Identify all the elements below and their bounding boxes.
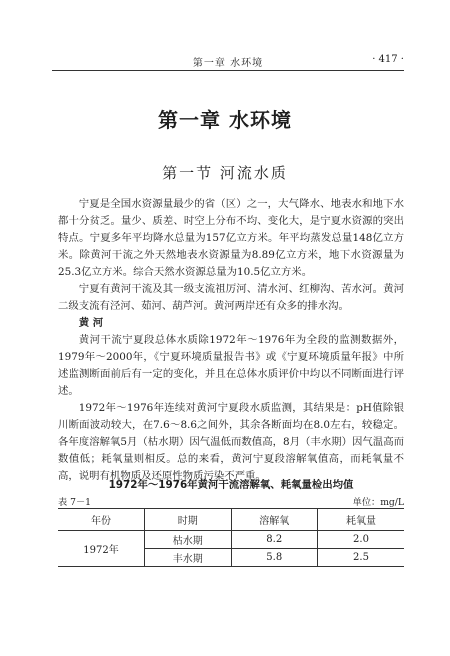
paragraph: 宁夏是全国水资源量最少的省（区）之一，大气降水、地表水和地下水都十分贫乏。量少、质差、时空上分布不均、变化大，是宁夏水资源的突出特点。宁夏多年平均降水总量为157亿立方米。年平均蒸发总量148亿立方米。除黄河干流之外天然地表水资源量为8.89亿立方米，地下水资源量为25.3亿立方米。综合天然水资源总量为10.5亿立方米。 — [58, 198, 404, 278]
column-header-year: 年份 — [58, 509, 145, 531]
section-title: 第一节 河流水质 — [162, 164, 288, 182]
cell-year: 1972年 — [58, 531, 145, 567]
chapter-title: 第一章 水环境 — [158, 108, 292, 132]
column-header-period: 时期 — [145, 509, 232, 531]
column-header-do: 溶解氧 — [231, 509, 318, 531]
running-header — [52, 52, 404, 70]
table-caption: 1972年～1976年黄河干流溶解氧、耗氧量检出均值 — [108, 479, 354, 491]
running-header-chapter: 第一章 水环境 — [192, 58, 264, 69]
table-row — [58, 531, 404, 549]
intro-text — [58, 196, 404, 485]
table-header-row — [58, 509, 404, 531]
paragraph: 1972年～1976年连续对黄河宁夏段水质监测，其结果是：pH值除银川断面波动较大，在7.6～8.6之间外，其余各断面均在8.0左右，较稳定。各年度溶解氧5月（枯水期）因气温低而数值高，8月（丰水期）因气温高而数值低；耗氧量则相反。总的来看，黄河宁夏段溶解氧值高，而耗氧量不高，说明有机物质及还原性物质污染不严重。 — [58, 402, 404, 482]
subhead-yellow-river: 黄 河 — [78, 317, 104, 329]
paragraph: 黄河干流宁夏段总体水质除1972年～1976年为全段的监测数据外，1979年～2000年，《宁夏环境质量报告书》或《宁夏环境质量年报》中所述监测断面前后有一定的变化，并且在总体水质评价中均以不同断面进行评述。 — [58, 334, 404, 397]
header-rule — [52, 70, 404, 71]
paragraph: 宁夏有黄河干流及其一级支流祖厉河、清水河、红柳沟、苦水河。黄河二级支流有泾河、茹河、葫芦河。黄河两岸还有众多的排水沟。 — [58, 283, 404, 312]
table-number: 表 7－1 — [58, 497, 91, 508]
cell-cod: 2.0 — [318, 531, 405, 549]
cell-period: 丰水期 — [145, 549, 232, 567]
cell-do: 8.2 — [231, 531, 318, 549]
column-header-cod: 耗氧量 — [318, 509, 405, 531]
cell-do: 5.8 — [231, 549, 318, 567]
data-table — [58, 508, 404, 567]
table-unit: 单位：mg/L — [352, 497, 404, 508]
cell-cod: 2.5 — [318, 549, 405, 567]
page-number: · 417 · — [372, 54, 404, 65]
cell-period: 枯水期 — [145, 531, 232, 549]
